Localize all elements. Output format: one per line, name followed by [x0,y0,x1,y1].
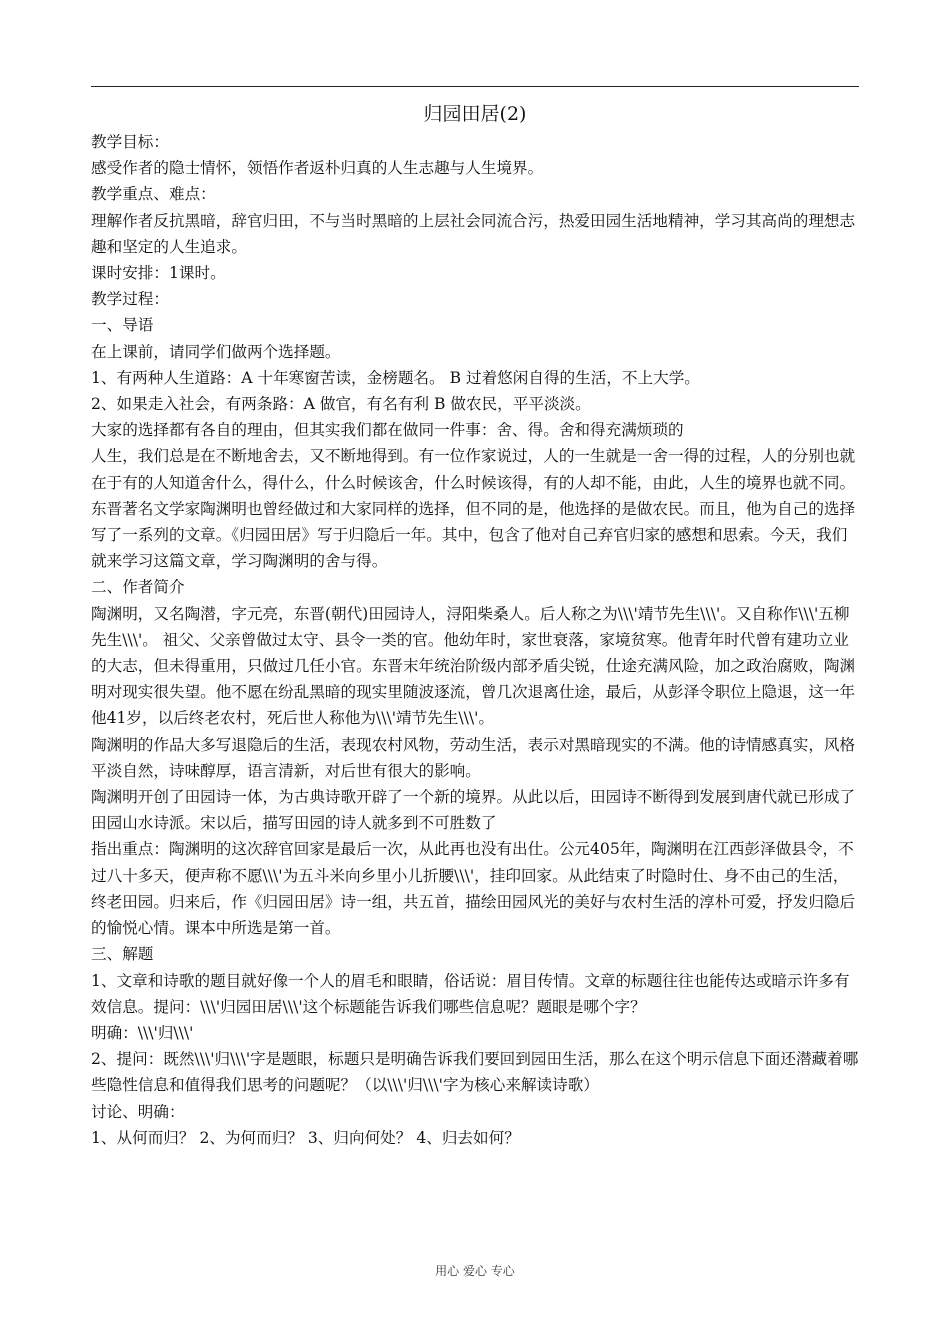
paragraph-objectives-heading: 教学目标： [91,133,169,151]
document-title: 归园田居(2) [423,103,527,125]
paragraph-key-point: 指出重点：陶渊明的这次辞官回家是最后一次，从此再也没有出仕。公元405年，陶渊明在江西彭泽做县令，不过八十多天，便声称不愿\\\'为五斗米向乡里小儿折腰\\\'，挂印回家。从此结束了时隐时仕、身不由己的生活，终老田园。归来后，作《归园田居》诗一组，共五首，描绘田园风光的美好与农村生活的淳朴可爱，抒发归隐后的愉悦心情。课本中所选是第一首。 [91,840,856,938]
paragraph-pastoral-poetry: 陶渊明开创了田园诗一体，为古典诗歌开辟了一个新的境界。从此以后，田园诗不断得到发展到唐代就已形成了田园山水诗派。宋以后，描写田园的诗人就多到不可胜数了 [91,788,856,833]
paragraph-choice-reason: 大家的选择都有各自的理由，但其实我们都在做同一件事：舍、得。舍和得充满烦琐的 [91,421,684,440]
paragraph-process-heading: 教学过程： [91,290,169,309]
section-heading-intro: 一、导语 [91,316,154,335]
paragraph-author-bio: 陶渊明，又名陶潜，字元亮，东晋(朝代)田园诗人，浔阳柴桑人。后人称之为\\\'靖节先生\\\'。又自称作\\\'五柳先生\\\'。 祖父、父亲曾做过太守、县令一类的官。他幼年时，家世衰落，家境贫寒。他青年时代曾有建功立业的大志，但未得重用，只做过几任小官。东晋末年统治阶级内部矛盾尖锐，仕途充满风险，加之政治腐败，陶渊明对现实很失望。他不愿在纷乱黑暗的现实里随波逐流，曾几次退离仕途，最后，从彭泽令职位上隐退，这一年他41岁，以后终老农村，死后世人称他为\\\'靖节先生\\\'。 [91,604,856,728]
paragraph-discussion-points: 1、从何而归？ 2、为何而归？ 3、归向何处？ 4、归去如何？ [91,1128,520,1147]
paragraph-life-choice: 人生，我们总是在不断地舍去，又不断地得到。有一位作家说过，人的一生就是一舍一得的过程，人的分别也就在于有的人知道舍什么，得什么，什么时候该舍，什么时候该得，有的人却不能，由此，人生的境界也就不同。东晋著名文学家陶渊明也曾经做过和大家同样的选择，但不同的是，他选择的是做农民。而且，他为自己的选择写了一系列的文章。《归园田居》写于归隐后一年。其中，包含了他对自己弃官归家的感想和思索。今天，我们就来学习这篇文章，学习陶渊明的舍与得。 [91,447,856,571]
paragraph-question-1: 1、文章和诗歌的题目就好像一个人的眉毛和眼睛，俗话说：眉目传情。文章的标题往往也能传达或暗示许多有效信息。提问：\\\'归园田居\\\'这个标题能告诉我们哪些信息呢？题眼是哪个字？ [91,971,850,1016]
document-body [91,129,859,1151]
paragraph-objectives: 感受作者的隐士情怀，领悟作者返朴归真的人生志趣与人生境界。 [91,159,544,178]
paragraph-keypoints-heading: 教学重点、难点： [91,185,216,204]
section-heading-author: 二、作者简介 [91,578,185,597]
section-heading-title-analysis: 三、解题 [91,945,154,964]
paragraph-keypoints: 理解作者反抗黑暗，辞官归田，不与当时黑暗的上层社会同流合污，热爱田园生活地精神，学习其高尚的理想志趣和坚定的人生追求。 [91,211,856,256]
paragraph-answer-1: 明确：\\\'归\\\' [91,1023,194,1042]
paragraph-choice-1: 1、有两种人生道路：A 十年寒窗苦读，金榜题名。 B 过着悠闲自得的生活，不上大学。 [91,368,700,387]
paragraph-author-works: 陶渊明的作品大多写退隐后的生活，表现农村风物，劳动生活，表示对黑暗现实的不满。他的诗情感真实，风格平淡自然，诗味醇厚，语言清新，对后世有很大的影响。 [91,735,856,780]
paragraph-choice-2: 2、如果走入社会，有两条路：A 做官，有名有利 B 做农民，平平淡淡。 [91,395,591,414]
paragraph-intro: 在上课前，请同学们做两个选择题。 [91,342,341,361]
paragraph-discussion-heading: 讨论、明确： [91,1102,185,1121]
paragraph-question-2: 2、提问：既然\\\'归\\\'字是题眼，标题只是明确告诉我们要回到园田生活，那么在这个明示信息下面还潜藏着哪些隐性信息和值得我们思考的问题呢？（以\\\'归\\\'字为核心来解读诗歌） [91,1050,859,1095]
header-rule [91,86,859,87]
paragraph-schedule: 课时安排：1课时。 [91,264,226,283]
page-footer: 用心 爱心 专心 [435,1264,515,1278]
